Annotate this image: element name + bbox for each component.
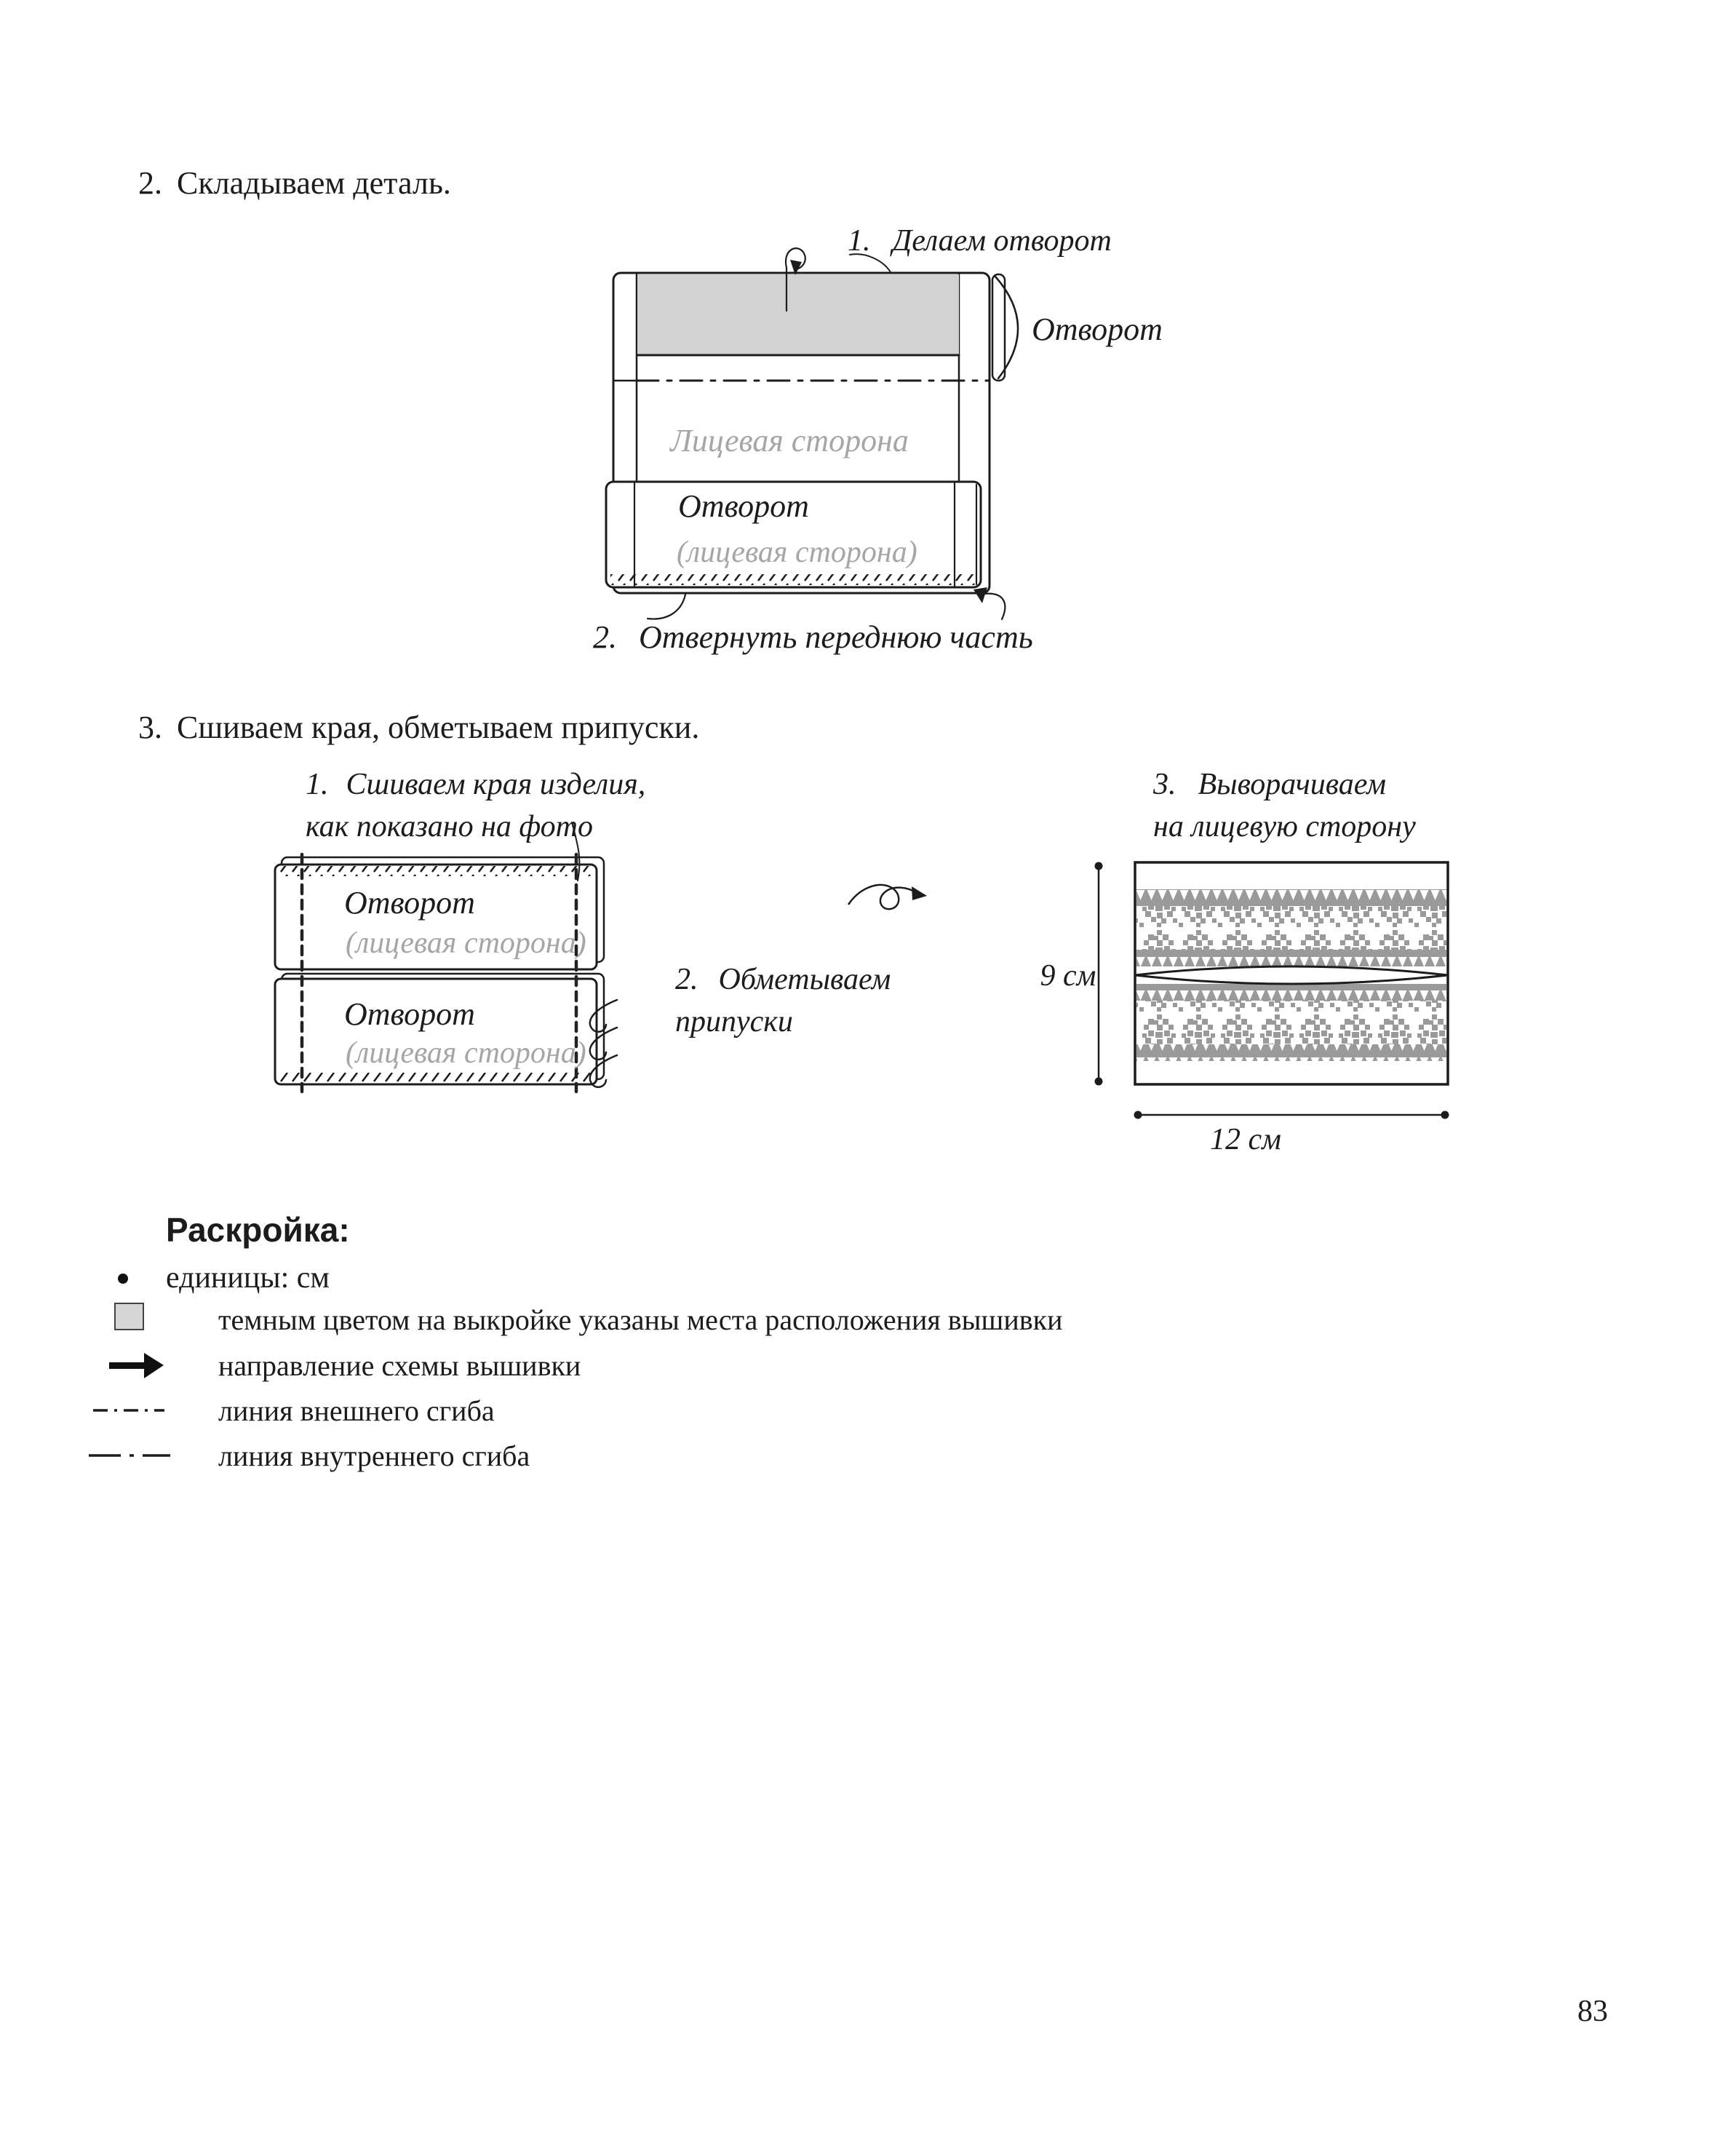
step3-heading	[138, 707, 699, 747]
diagram1-fold-label	[848, 222, 1112, 261]
diagram1-flap-title: Отворот	[678, 488, 809, 524]
step2-heading	[138, 163, 451, 203]
diagram2-rect2-title: Отворот	[344, 996, 475, 1032]
step2-number: 2.	[138, 165, 162, 201]
flip-over-arrow-icon	[848, 885, 927, 909]
diagram1-face-side-label: Лицевая сторона	[670, 423, 909, 458]
step3-number: 3.	[138, 710, 162, 745]
legend-units-text: единицы: см	[166, 1261, 330, 1295]
width-dimension-line	[1134, 1111, 1449, 1119]
width-dimension-value: 12 см	[1210, 1123, 1281, 1156]
diagram1-cuff-label: Отворот	[1032, 311, 1163, 347]
serge-label-number: 2.	[675, 963, 698, 996]
sew-label-number: 1.	[306, 768, 329, 801]
fold-label-text: Делаем отворот	[892, 224, 1112, 258]
turn-label-number: 2.	[593, 619, 617, 655]
zigzag-border-band	[1136, 889, 1446, 906]
diagram3-turnout-label-line1	[1153, 766, 1386, 804]
diagram3-turnout-label-line2: на лицевую сторону	[1153, 810, 1416, 843]
raw-edge-hatching-bottom	[277, 1073, 594, 1083]
diagram2-rect1-subtitle: (лицевая сторона)	[346, 926, 586, 960]
floral-embroidery-band	[1136, 906, 1446, 950]
turn-label-text: Отвернуть переднюю часть	[639, 619, 1033, 655]
legend-row-outer-fold: линия внешнего сгиба	[218, 1394, 495, 1427]
diagram2-rect2-subtitle: (лицевая сторона)	[346, 1036, 586, 1070]
turnout-label-number: 3.	[1153, 768, 1176, 801]
embroidery-zone-shaded	[637, 274, 959, 355]
folded-edge-strip	[992, 274, 1005, 381]
raw-edge-hatching-top	[277, 866, 594, 876]
fold-label-number: 1.	[848, 224, 871, 258]
height-dimension-value: 9 см	[1040, 959, 1096, 993]
bullet-icon	[118, 1274, 128, 1284]
diagram2-rect1-title: Отворот	[344, 885, 475, 921]
turnout-label-text1: Выворачиваем	[1198, 768, 1387, 801]
diagram2-sew-label-line2: как показано на фото	[306, 810, 594, 843]
diagram2-sew-label-line1	[306, 766, 645, 804]
turn-leader-arc	[648, 595, 685, 619]
raw-edge-hatching	[610, 574, 975, 585]
legend-heading: Раскройка:	[166, 1211, 350, 1249]
diagram2-serge-label-line1	[675, 961, 891, 999]
diagram1-flap-subtitle: (лицевая сторона)	[677, 536, 917, 569]
diagram2-serge-label-line2: припуски	[675, 1005, 793, 1038]
step3-title: Сшиваем края, обметываем припуски.	[177, 710, 700, 745]
legend-row-direction: направление схемы вышивки	[218, 1349, 581, 1382]
legend-row-embroidery: темным цветом на выкройке указаны места расположения вышивки	[218, 1303, 1063, 1336]
diagram1-turn-label	[593, 617, 1033, 657]
embroidery-swatch-icon	[115, 1303, 143, 1330]
legend-row-inner-fold: линия внутреннего сгиба	[218, 1439, 530, 1472]
diagram3-finished-piece	[1095, 862, 1449, 1119]
serge-label-text1: Обметываем	[718, 963, 891, 996]
direction-arrow-icon	[109, 1353, 164, 1378]
sew-label-text1: Сшиваем края изделия,	[346, 768, 646, 801]
turn-up-arrow-icon	[973, 587, 1005, 619]
page-number: 83	[1577, 1995, 1608, 2028]
step2-title: Складываем деталь.	[177, 165, 451, 201]
